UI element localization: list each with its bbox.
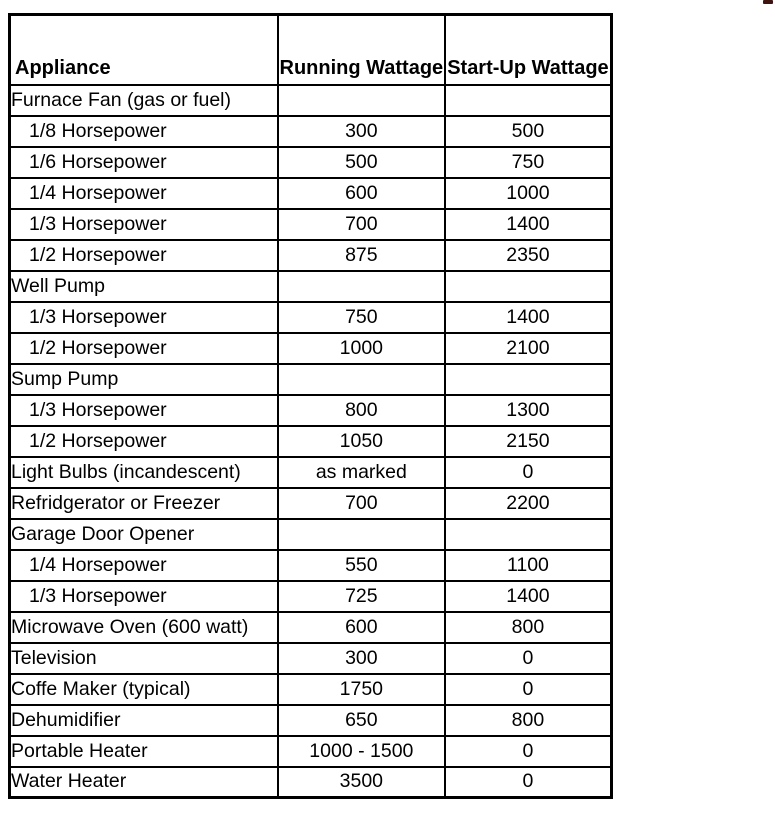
col-header-startup-wattage: Start-Up Wattage: [445, 15, 611, 85]
table-row-well-pump: [10, 271, 612, 302]
running-wattage-cell: 1000 - 1500: [278, 736, 446, 767]
appliance-cell: 1/6 Horsepower: [10, 147, 278, 178]
table-row: [10, 302, 612, 333]
table-row: [10, 426, 612, 457]
startup-wattage-cell: 2200: [445, 488, 611, 519]
appliance-wattage-table: [8, 13, 613, 799]
table-row-microwave: [10, 612, 612, 643]
running-wattage-cell: 700: [278, 488, 446, 519]
running-wattage-cell: 1050: [278, 426, 446, 457]
running-wattage-cell: 1000: [278, 333, 446, 364]
running-wattage-cell: 3500: [278, 767, 446, 798]
appliance-cell: 1/2 Horsepower: [10, 333, 278, 364]
startup-wattage-cell: 500: [445, 116, 611, 147]
appliance-cell: Dehumidifier: [10, 705, 278, 736]
running-wattage-cell: 600: [278, 178, 446, 209]
startup-wattage-cell: 2100: [445, 333, 611, 364]
startup-wattage-cell: [445, 364, 611, 395]
appliance-cell: Well Pump: [10, 271, 278, 302]
running-wattage-cell: [278, 519, 446, 550]
table-row-coffee-maker: [10, 674, 612, 705]
appliance-cell: 1/3 Horsepower: [10, 302, 278, 333]
table-row-water-heater: [10, 767, 612, 798]
appliance-cell: Portable Heater: [10, 736, 278, 767]
startup-wattage-cell: 2350: [445, 240, 611, 271]
startup-wattage-cell: 1400: [445, 581, 611, 612]
appliance-cell: 1/4 Horsepower: [10, 550, 278, 581]
running-wattage-cell: [278, 364, 446, 395]
running-wattage-cell: 300: [278, 116, 446, 147]
appliance-cell: 1/3 Horsepower: [10, 209, 278, 240]
appliance-cell: Refridgerator or Freezer: [10, 488, 278, 519]
running-wattage-cell: 800: [278, 395, 446, 426]
table-row: [10, 178, 612, 209]
startup-wattage-cell: [445, 519, 611, 550]
startup-wattage-cell: 750: [445, 147, 611, 178]
table-row: [10, 550, 612, 581]
startup-wattage-cell: 1400: [445, 209, 611, 240]
table-row: [10, 116, 612, 147]
running-wattage-cell: 875: [278, 240, 446, 271]
table-row: [10, 147, 612, 178]
wattage-table-container: [8, 13, 613, 799]
appliance-cell: 1/4 Horsepower: [10, 178, 278, 209]
table-row: [10, 581, 612, 612]
startup-wattage-cell: 2150: [445, 426, 611, 457]
appliance-cell: 1/2 Horsepower: [10, 240, 278, 271]
running-wattage-cell: as marked: [278, 457, 446, 488]
startup-wattage-cell: 800: [445, 612, 611, 643]
running-wattage-cell: [278, 271, 446, 302]
running-wattage-cell: 550: [278, 550, 446, 581]
running-wattage-cell: [278, 85, 446, 116]
startup-wattage-cell: 0: [445, 736, 611, 767]
table-row: [10, 209, 612, 240]
running-wattage-cell: 700: [278, 209, 446, 240]
running-wattage-cell: 750: [278, 302, 446, 333]
appliance-cell: 1/2 Horsepower: [10, 426, 278, 457]
table-row-furnace-fan: [10, 85, 612, 116]
running-wattage-cell: 725: [278, 581, 446, 612]
table-row: [10, 395, 612, 426]
table-row-refrigerator: [10, 488, 612, 519]
appliance-cell: Coffe Maker (typical): [10, 674, 278, 705]
table-header-row: [10, 15, 612, 85]
running-wattage-cell: 1750: [278, 674, 446, 705]
startup-wattage-cell: [445, 271, 611, 302]
scan-corner-artifact: [763, 0, 773, 4]
startup-wattage-cell: [445, 85, 611, 116]
running-wattage-cell: 300: [278, 643, 446, 674]
table-row-dehumidifier: [10, 705, 612, 736]
appliance-cell: Microwave Oven (600 watt): [10, 612, 278, 643]
appliance-cell: 1/3 Horsepower: [10, 395, 278, 426]
startup-wattage-cell: 0: [445, 457, 611, 488]
table-row-light-bulbs: [10, 457, 612, 488]
appliance-cell: Water Heater: [10, 767, 278, 798]
startup-wattage-cell: 800: [445, 705, 611, 736]
table-row-sump-pump: [10, 364, 612, 395]
col-header-appliance: Appliance: [10, 15, 278, 85]
table-row-portable-heater: [10, 736, 612, 767]
table-row: [10, 240, 612, 271]
appliance-cell: 1/8 Horsepower: [10, 116, 278, 147]
startup-wattage-cell: 0: [445, 674, 611, 705]
startup-wattage-cell: 0: [445, 767, 611, 798]
startup-wattage-cell: 1100: [445, 550, 611, 581]
startup-wattage-cell: 1400: [445, 302, 611, 333]
col-header-running-wattage: Running Wattage: [278, 15, 446, 85]
appliance-cell: Furnace Fan (gas or fuel): [10, 85, 278, 116]
appliance-cell: Garage Door Opener: [10, 519, 278, 550]
table-row-garage-door-opener: [10, 519, 612, 550]
appliance-cell: Light Bulbs (incandescent): [10, 457, 278, 488]
startup-wattage-cell: 1000: [445, 178, 611, 209]
table-row-television: [10, 643, 612, 674]
appliance-cell: Sump Pump: [10, 364, 278, 395]
startup-wattage-cell: 0: [445, 643, 611, 674]
running-wattage-cell: 650: [278, 705, 446, 736]
startup-wattage-cell: 1300: [445, 395, 611, 426]
table-row: [10, 333, 612, 364]
appliance-cell: Television: [10, 643, 278, 674]
running-wattage-cell: 600: [278, 612, 446, 643]
appliance-cell: 1/3 Horsepower: [10, 581, 278, 612]
running-wattage-cell: 500: [278, 147, 446, 178]
